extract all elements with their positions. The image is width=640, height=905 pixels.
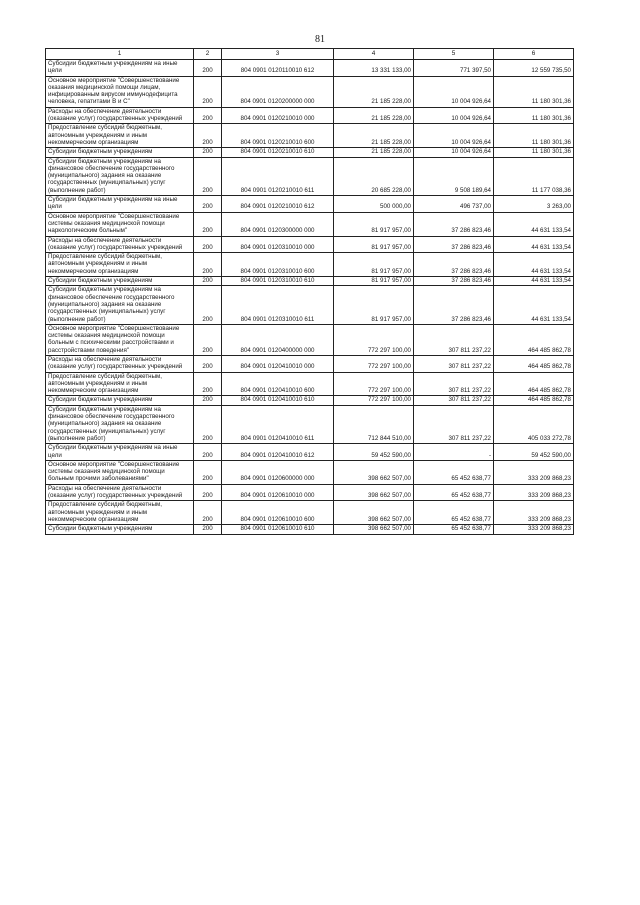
row-name: Расходы на обеспечение деятельности (оказание услуг) государственных учреждений	[46, 355, 194, 372]
table-row	[46, 286, 574, 324]
row-value-6: 333 209 868,23	[494, 525, 574, 534]
column-header-6: 6	[494, 49, 574, 60]
row-value-4: 772 297 100,00	[334, 396, 414, 405]
table-row	[46, 212, 574, 236]
row-budget-code: 804 0901 0120410010 612	[222, 444, 334, 461]
row-value-6: 44 631 133,54	[494, 286, 574, 324]
row-value-6: 333 209 868,23	[494, 501, 574, 525]
table-row	[46, 525, 574, 534]
row-value-5: 307 811 237,22	[414, 396, 494, 405]
row-value-5: 65 452 638,77	[414, 484, 494, 501]
row-column-2: 200	[194, 236, 222, 253]
row-value-4: 398 662 507,00	[334, 460, 414, 484]
row-value-6: 464 485 862,78	[494, 355, 574, 372]
table-row	[46, 396, 574, 405]
row-value-5: 771 397,50	[414, 60, 494, 77]
row-name: Расходы на обеспечение деятельности (оказание услуг) государственных учреждений	[46, 484, 194, 501]
row-value-6: 44 631 133,54	[494, 277, 574, 286]
row-value-5: 37 286 823,46	[414, 253, 494, 277]
row-budget-code: 804 0901 0120410010 611	[222, 405, 334, 443]
column-header-2: 2	[194, 49, 222, 60]
table-row	[46, 405, 574, 443]
row-value-5: 10 004 926,64	[414, 107, 494, 124]
column-header-4: 4	[334, 49, 414, 60]
column-header-3: 3	[222, 49, 334, 60]
row-budget-code: 804 0901 0120210010 000	[222, 107, 334, 124]
row-column-2: 200	[194, 324, 222, 355]
row-value-5: 37 286 823,46	[414, 212, 494, 236]
row-value-5: 37 286 823,46	[414, 277, 494, 286]
row-value-6: 44 631 133,54	[494, 253, 574, 277]
row-column-2: 200	[194, 124, 222, 148]
row-value-6: 405 033 272,78	[494, 405, 574, 443]
row-budget-code: 804 0901 0120610010 000	[222, 484, 334, 501]
row-value-4: 81 917 957,00	[334, 212, 414, 236]
row-value-4: 20 685 228,00	[334, 157, 414, 195]
row-budget-code: 804 0901 0120210010 600	[222, 124, 334, 148]
row-budget-code: 804 0901 0120410010 000	[222, 355, 334, 372]
table-row	[46, 501, 574, 525]
row-value-6: 44 631 133,54	[494, 212, 574, 236]
row-value-5: 496 737,00	[414, 196, 494, 213]
row-budget-code: 804 0901 0120310010 611	[222, 286, 334, 324]
row-value-5: 65 452 638,77	[414, 460, 494, 484]
row-name: Расходы на обеспечение деятельности (оказание услуг) государственных учреждений	[46, 107, 194, 124]
table-row	[46, 355, 574, 372]
row-value-4: 398 662 507,00	[334, 484, 414, 501]
row-value-4: 21 185 228,00	[334, 107, 414, 124]
row-budget-code: 804 0901 0120400000 000	[222, 324, 334, 355]
row-value-4: 712 844 510,00	[334, 405, 414, 443]
row-value-5: 307 811 237,22	[414, 405, 494, 443]
row-name: Субсидии бюджетным учреждениям	[46, 396, 194, 405]
row-budget-code: 804 0901 0120310010 610	[222, 277, 334, 286]
budget-table	[45, 48, 574, 535]
row-name: Субсидии бюджетным учреждениям на финансовое обеспечение государственного (муниципального) задания на оказание государственных (муниципальных) услуг (выполнение работ)	[46, 405, 194, 443]
row-value-5: 10 004 926,64	[414, 76, 494, 107]
row-budget-code: 804 0901 0120310010 600	[222, 253, 334, 277]
table-row	[46, 76, 574, 107]
column-header-1: 1	[46, 49, 194, 60]
row-name: Предоставление субсидий бюджетным, автономным учреждениям и иным некоммерческим организациям	[46, 501, 194, 525]
row-value-5: 37 286 823,46	[414, 236, 494, 253]
row-value-5: 307 811 237,22	[414, 324, 494, 355]
row-name: Основное мероприятие "Совершенствование системы оказания медицинской помощи больным с психическими расстройствами и расстройствами поведения"	[46, 324, 194, 355]
row-name: Субсидии бюджетным учреждениям на иные цели	[46, 60, 194, 77]
row-value-4: 21 185 228,00	[334, 148, 414, 157]
table-header-row	[46, 49, 574, 60]
row-value-4: 81 917 957,00	[334, 253, 414, 277]
row-value-4: 398 662 507,00	[334, 501, 414, 525]
row-value-5: 65 452 638,77	[414, 525, 494, 534]
row-column-2: 200	[194, 460, 222, 484]
row-value-6: 11 180 301,36	[494, 107, 574, 124]
row-column-2: 200	[194, 405, 222, 443]
row-name: Основное мероприятие "Совершенствование системы оказания медицинской помощи больным прочими заболеваниями"	[46, 460, 194, 484]
row-value-6: 44 631 133,54	[494, 236, 574, 253]
row-value-6: 11 180 301,36	[494, 76, 574, 107]
row-name: Основное мероприятие "Совершенствование оказания медицинской помощи лицам, инфицированным вирусом иммунодефицита человека, гепатитами В и С"	[46, 76, 194, 107]
row-value-6: 333 209 868,23	[494, 460, 574, 484]
row-name: Предоставление субсидий бюджетным, автономным учреждениям и иным некоммерческим организациям	[46, 124, 194, 148]
budget-table-body	[46, 49, 574, 535]
row-name: Субсидии бюджетным учреждениям на иные цели	[46, 444, 194, 461]
row-column-2: 200	[194, 372, 222, 396]
row-value-6: 464 485 862,78	[494, 324, 574, 355]
row-value-6: 3 263,00	[494, 196, 574, 213]
row-value-4: 13 331 133,00	[334, 60, 414, 77]
row-budget-code: 804 0901 0120200000 000	[222, 76, 334, 107]
table-row	[46, 484, 574, 501]
table-row	[46, 124, 574, 148]
table-row	[46, 253, 574, 277]
row-column-2: 200	[194, 355, 222, 372]
row-column-2: 200	[194, 60, 222, 77]
row-value-5: 10 004 926,64	[414, 148, 494, 157]
row-name: Основное мероприятие "Совершенствование системы оказания медицинской помощи наркологическим больным"	[46, 212, 194, 236]
row-budget-code: 804 0901 0120210010 611	[222, 157, 334, 195]
row-name: Субсидии бюджетным учреждениям на финансовое обеспечение государственного (муниципального) задания на оказание государственных (муниципальных) услуг (выполнение работ)	[46, 157, 194, 195]
row-value-4: 772 297 100,00	[334, 355, 414, 372]
row-column-2: 200	[194, 157, 222, 195]
row-budget-code: 804 0901 0120410010 600	[222, 372, 334, 396]
row-column-2: 200	[194, 212, 222, 236]
row-value-6: 464 485 862,78	[494, 372, 574, 396]
table-row	[46, 372, 574, 396]
row-value-4: 772 297 100,00	[334, 372, 414, 396]
row-budget-code: 804 0901 0120300000 000	[222, 212, 334, 236]
row-name: Субсидии бюджетным учреждениям на финансовое обеспечение государственного (муниципального) задания на оказание государственных (муниципальных) услуг (выполнение работ)	[46, 286, 194, 324]
row-value-6: 12 559 735,50	[494, 60, 574, 77]
row-column-2: 200	[194, 484, 222, 501]
row-budget-code: 804 0901 0120210010 610	[222, 148, 334, 157]
row-column-2: 200	[194, 196, 222, 213]
row-column-2: 200	[194, 444, 222, 461]
row-name: Субсидии бюджетным учреждениям	[46, 525, 194, 534]
row-budget-code: 804 0901 0120310010 000	[222, 236, 334, 253]
row-name: Предоставление субсидий бюджетным, автономным учреждениям и иным некоммерческим организациям	[46, 372, 194, 396]
row-value-4: 81 917 957,00	[334, 236, 414, 253]
row-value-6: 333 209 868,23	[494, 484, 574, 501]
row-column-2: 200	[194, 148, 222, 157]
row-name: Субсидии бюджетным учреждениям на иные цели	[46, 196, 194, 213]
row-value-5: -	[414, 444, 494, 461]
row-budget-code: 804 0901 0120610010 610	[222, 525, 334, 534]
row-value-6: 11 180 301,36	[494, 124, 574, 148]
table-row	[46, 277, 574, 286]
row-column-2: 200	[194, 396, 222, 405]
table-row	[46, 444, 574, 461]
table-row	[46, 157, 574, 195]
row-value-5: 307 811 237,22	[414, 372, 494, 396]
row-value-4: 21 185 228,00	[334, 76, 414, 107]
table-row	[46, 460, 574, 484]
row-value-6: 11 177 038,36	[494, 157, 574, 195]
row-column-2: 200	[194, 501, 222, 525]
row-name: Субсидии бюджетным учреждениям	[46, 277, 194, 286]
row-value-4: 21 185 228,00	[334, 124, 414, 148]
table-row	[46, 107, 574, 124]
row-value-6: 59 452 590,00	[494, 444, 574, 461]
column-header-5: 5	[414, 49, 494, 60]
row-budget-code: 804 0901 0120410010 610	[222, 396, 334, 405]
row-value-4: 81 917 957,00	[334, 286, 414, 324]
row-value-6: 464 485 862,78	[494, 396, 574, 405]
row-value-5: 307 811 237,22	[414, 355, 494, 372]
page-number: 81	[315, 34, 325, 45]
row-column-2: 200	[194, 107, 222, 124]
row-budget-code: 804 0901 0120110010 612	[222, 60, 334, 77]
row-column-2: 200	[194, 253, 222, 277]
row-name: Расходы на обеспечение деятельности (оказание услуг) государственных учреждений	[46, 236, 194, 253]
row-value-4: 500 000,00	[334, 196, 414, 213]
row-value-5: 37 286 823,46	[414, 286, 494, 324]
row-budget-code: 804 0901 0120610010 600	[222, 501, 334, 525]
row-column-2: 200	[194, 76, 222, 107]
row-budget-code: 804 0901 0120600000 000	[222, 460, 334, 484]
row-name: Предоставление субсидий бюджетным, автономным учреждениям и иным некоммерческим организациям	[46, 253, 194, 277]
row-value-5: 65 452 638,77	[414, 501, 494, 525]
table-row	[46, 236, 574, 253]
table-row	[46, 324, 574, 355]
row-value-4: 772 297 100,00	[334, 324, 414, 355]
row-column-2: 200	[194, 277, 222, 286]
row-value-4: 81 917 957,00	[334, 277, 414, 286]
row-value-4: 398 662 507,00	[334, 525, 414, 534]
table-row	[46, 196, 574, 213]
row-budget-code: 804 0901 0120210010 612	[222, 196, 334, 213]
row-value-4: 59 452 590,00	[334, 444, 414, 461]
row-name: Субсидии бюджетным учреждениям	[46, 148, 194, 157]
row-value-6: 11 180 301,36	[494, 148, 574, 157]
row-value-5: 9 508 189,64	[414, 157, 494, 195]
table-row	[46, 60, 574, 77]
row-value-5: 10 004 926,64	[414, 124, 494, 148]
row-column-2: 200	[194, 525, 222, 534]
table-row	[46, 148, 574, 157]
row-column-2: 200	[194, 286, 222, 324]
